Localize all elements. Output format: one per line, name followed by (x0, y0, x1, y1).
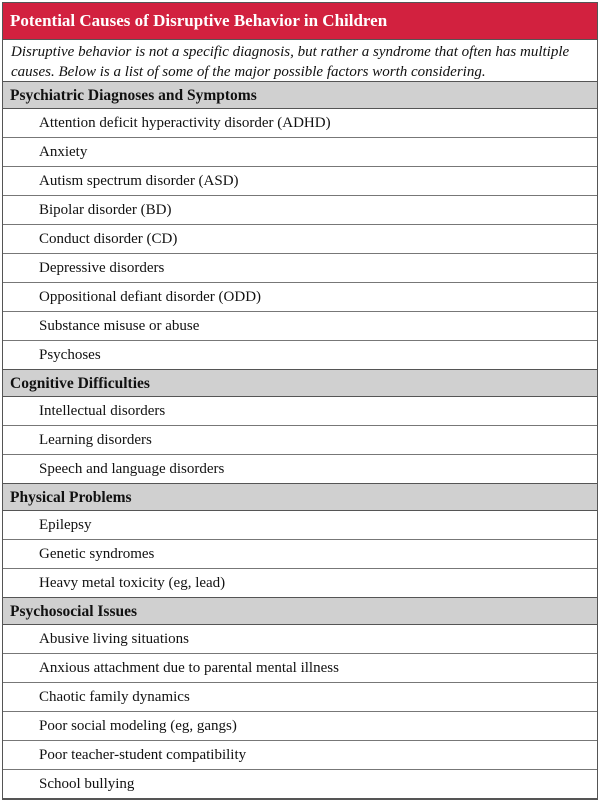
list-item: Learning disorders (3, 426, 597, 455)
list-item: Epilepsy (3, 511, 597, 540)
section-heading: Cognitive Difficulties (3, 370, 597, 397)
list-item: Chaotic family dynamics (3, 683, 597, 712)
table-title: Potential Causes of Disruptive Behavior in Children (3, 3, 597, 40)
list-item: Abusive living situations (3, 625, 597, 654)
list-item: Conduct disorder (CD) (3, 225, 597, 254)
list-item: Heavy metal toxicity (eg, lead) (3, 569, 597, 598)
list-item: Anxious attachment due to parental mental illness (3, 654, 597, 683)
list-item: Speech and language disorders (3, 455, 597, 484)
list-item: Substance misuse or abuse (3, 312, 597, 341)
list-item: School bullying (3, 770, 597, 799)
section-psychiatric (3, 82, 597, 370)
list-item: Genetic syndromes (3, 540, 597, 569)
section-cognitive (3, 370, 597, 484)
list-item: Poor social modeling (eg, gangs) (3, 712, 597, 741)
section-psychosocial (3, 598, 597, 799)
section-heading: Psychiatric Diagnoses and Symptoms (3, 82, 597, 109)
list-item: Attention deficit hyperactivity disorder (ADHD) (3, 109, 597, 138)
section-physical (3, 484, 597, 598)
list-item: Anxiety (3, 138, 597, 167)
list-item: Poor teacher-student compatibility (3, 741, 597, 770)
list-item: Depressive disorders (3, 254, 597, 283)
list-item: Bipolar disorder (BD) (3, 196, 597, 225)
intro-text: Disruptive behavior is not a specific diagnosis, but rather a syndrome that often has multiple causes. Below is a list of some of the major possible factors worth considering. (3, 40, 597, 82)
section-heading: Physical Problems (3, 484, 597, 511)
list-item: Psychoses (3, 341, 597, 370)
causes-table (2, 2, 598, 800)
list-item: Autism spectrum disorder (ASD) (3, 167, 597, 196)
list-item: Intellectual disorders (3, 397, 597, 426)
section-heading: Psychosocial Issues (3, 598, 597, 625)
list-item: Oppositional defiant disorder (ODD) (3, 283, 597, 312)
